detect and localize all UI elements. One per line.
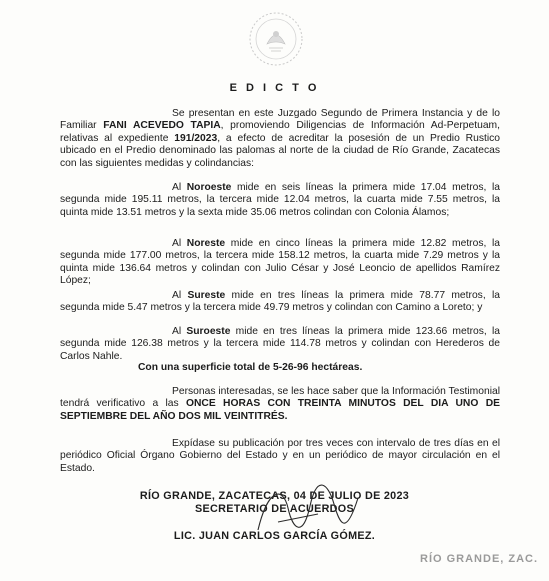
signatory-name: LIC. JUAN CARLOS GARCÍA GÓMEZ. [173,530,376,542]
handwritten-signature-icon [248,478,368,550]
suroeste-paragraph: Al Suroeste mide en tres líneas la primera mide 123.66 metros, la segunda mide 126.38 metros y la tercera mide 114.78 metros y colindan con Herederos de Carlos Nahle. [60,326,500,362]
sureste-paragraph: Al Sureste mide en tres líneas la primera mide 78.77 metros, la segunda mide 5.47 metros y la tercera mide 49.79 metros y colindan con Camino a Loreto; y [60,290,500,314]
publication-paragraph: Expídase su publicación por tres veces con intervalo de tres días en el periódico Oficial Órgano Gobierno del Estado y en un periódico de mayor circulación en el Estado. [60,438,500,474]
expediente-number: 191/2023 [174,132,218,144]
coat-of-arms-seal-icon [247,10,305,68]
document-title: E D I C T O [229,82,320,94]
intro-paragraph: Se presentan en este Juzgado Segundo de Primera Instancia y de lo Familiar FANI ACEVEDO TAPIA, promoviendo Diligencias de Información Ad-Perpetuam, relativas al expediente 191/2023, a efecto de acreditar la posesión de un Predio Rustico ubicado en el Predio denominado las palomas al norte de la ciudad de Río Grande, Zacatecas con las siguientes medidas y colindancias: [60,108,501,169]
noroeste-paragraph: Al Noroeste mide en seis líneas la primera mide 17.04 metros, la segunda mide 195.11 metros, la tercera mide 12.04 metros, la cuarta mide 7.55 metros, la quinta mide 13.51 metros y la sexta mide 35.06 metros colindan con Colonia Álamos; [60,182,500,218]
testimonial-paragraph: Personas interesadas, se les hace saber que la Información Testimonial tendrá verificativo a las ONCE HORAS CON TREINTA MINUTOS DEL DIA UNO DE SEPTIEMBRE DEL AÑO DOS MIL VEINTITRÉS. [60,386,500,422]
superficie-line: Con una superficie total de 5-26-96 hectáreas. [138,362,363,373]
court-stamp: RÍO GRANDE, ZAC. [420,553,539,565]
secretary-title: SECRETARIO DE ACUERDOS [195,503,354,515]
place-date-line: RÍO GRANDE, ZACATECAS, 04 DE JULIO DE 2023 [139,490,410,502]
noreste-paragraph: Al Noreste mide en cinco líneas la primera mide 12.82 metros, la segunda mide 177.00 metros, la tercera mide 158.12 metros, la cuarta mide 7.29 metros y la quinta mide 136.64 metros y colindan con Julio César y José Leoncio de apellidos Ramírez López; [60,238,500,287]
promovente-name: FANI ACEVEDO TAPIA [103,120,221,132]
